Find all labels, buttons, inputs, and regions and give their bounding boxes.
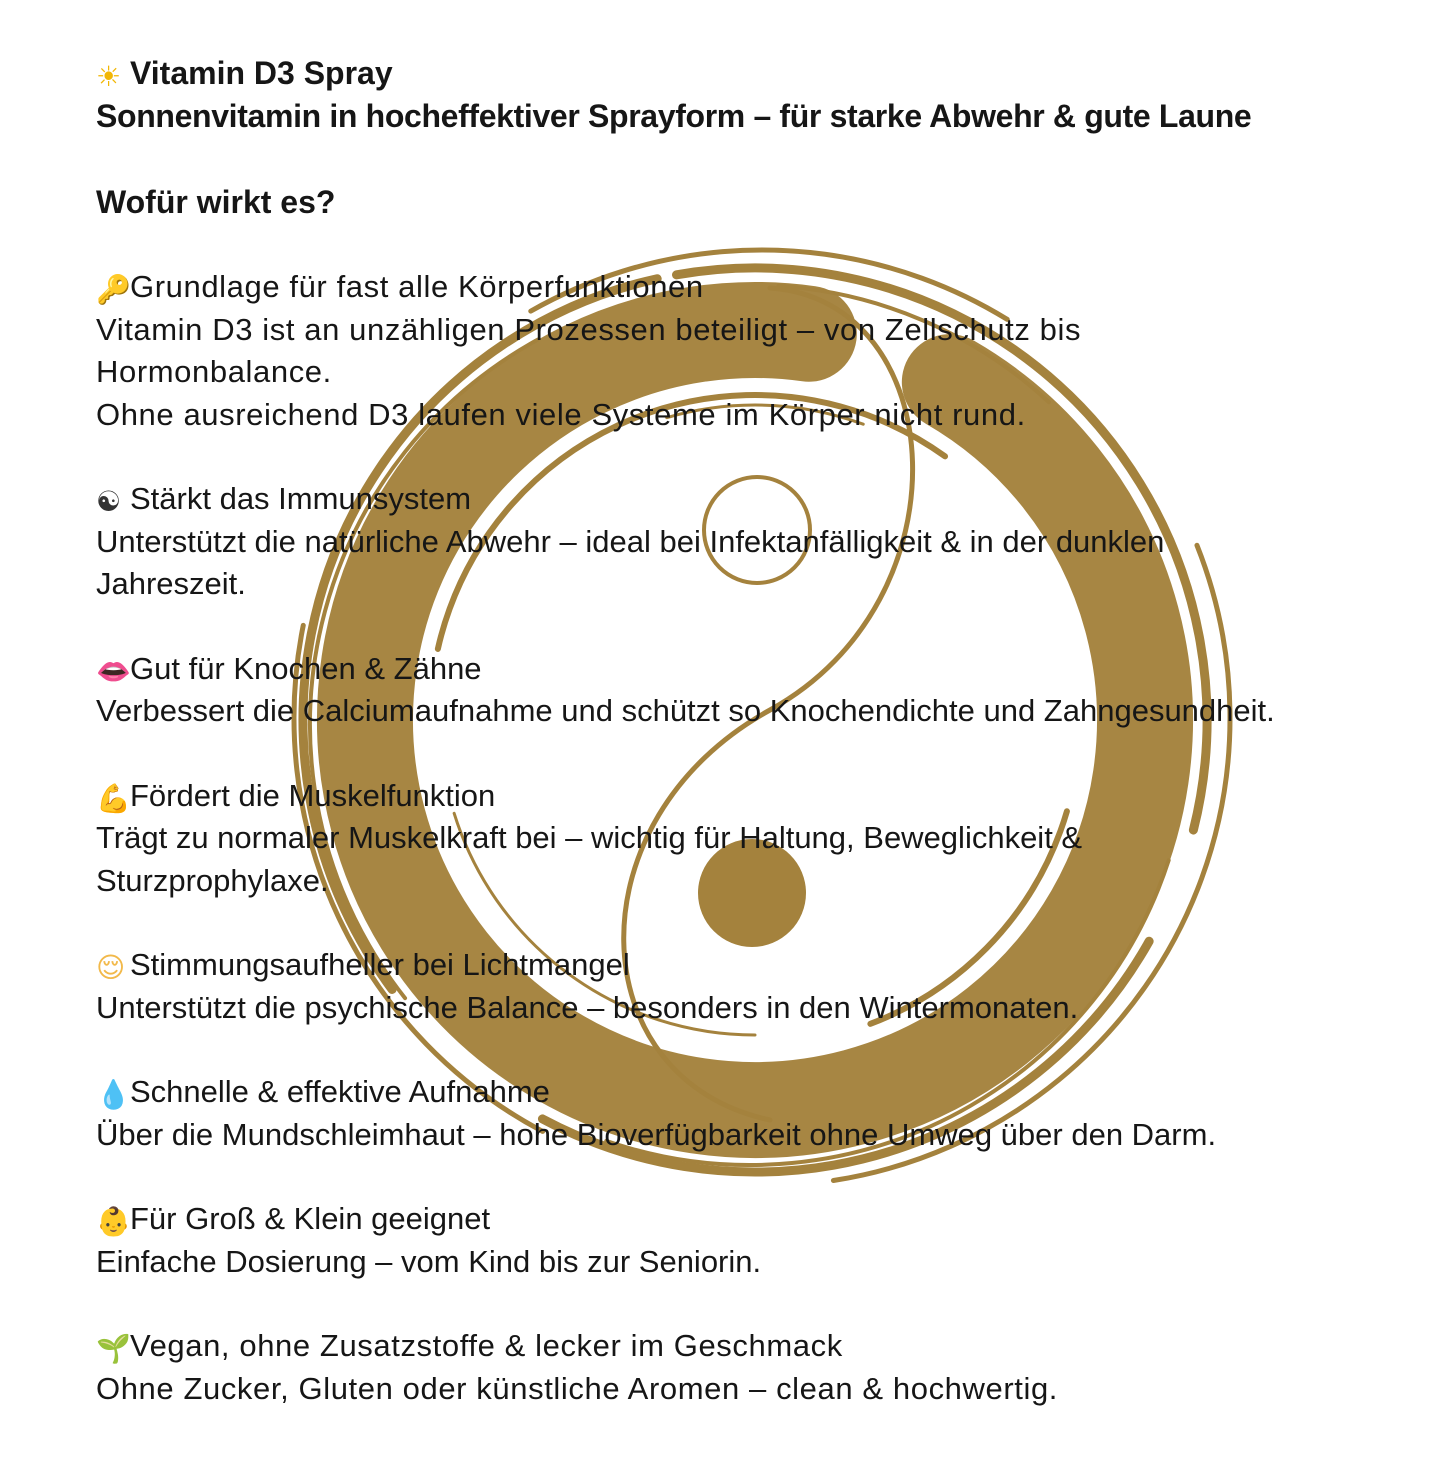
- sun-icon: ☀: [96, 60, 122, 93]
- lips-icon: 👄: [96, 654, 131, 688]
- flexed-biceps-icon: 💪: [96, 781, 131, 815]
- benefit-item: [96, 266, 1426, 436]
- benefit-title-text: Stärkt das Immunsystem: [130, 481, 472, 516]
- benefit-description-line: Hormonbalance.: [96, 354, 332, 389]
- benefit-description-line: Sturzprophylaxe.: [96, 862, 329, 898]
- benefit-description-line: Vitamin D3 ist an unzähligen Prozessen beteiligt – von Zellschutz bis: [96, 311, 1082, 347]
- relieved-face-icon: 😌: [96, 951, 126, 984]
- benefit-title-text: Stimmungsaufheller bei Lichtmangel: [130, 947, 630, 982]
- benefit-title: [96, 478, 1426, 521]
- benefit-title: [96, 1325, 1426, 1368]
- benefit-title: [96, 1198, 1426, 1241]
- product-title: [96, 52, 1426, 95]
- benefit-title: [96, 266, 1426, 309]
- product-name: Vitamin D3 Spray: [130, 55, 393, 91]
- yin-yang-icon: ☯: [96, 485, 122, 518]
- benefit-title: [96, 944, 1426, 987]
- droplet-icon: 💧: [96, 1078, 131, 1111]
- benefit-item: [96, 478, 1426, 606]
- benefit-item: [96, 1071, 1426, 1156]
- benefit-title-text: Für Groß & Klein geeignet: [130, 1201, 491, 1236]
- benefit-description-line: Verbessert die Calciumaufnahme und schützt so Knochendichte und Zahngesundheit.: [96, 693, 1275, 728]
- benefit-title-text: Schnelle & effektive Aufnahme: [130, 1074, 550, 1109]
- benefit-description-line: Trägt zu normaler Muskelkraft bei – wichtig für Haltung, Beweglichkeit &: [96, 820, 1083, 855]
- benefit-item: [96, 1325, 1426, 1410]
- benefit-description-line: Über die Mundschleimhaut – hohe Bioverfügbarkeit ohne Umweg über den Darm.: [96, 1116, 1217, 1152]
- benefit-description-line: Einfache Dosierung – vom Kind bis zur Seniorin.: [96, 1243, 762, 1279]
- product-tagline: Sonnenvitamin in hocheffektiver Sprayform – für starke Abwehr & gute Laune: [96, 98, 1252, 134]
- benefit-list: [96, 266, 1426, 1410]
- benefit-title-text: Gut für Knochen & Zähne: [130, 650, 482, 686]
- benefit-title-text: Grundlage für fast alle Körperfunktionen: [130, 269, 704, 304]
- benefit-description-line: Unterstützt die natürliche Abwehr – ideal bei Infektanfälligkeit & in der dunklen: [96, 523, 1165, 559]
- benefit-item: [96, 1198, 1426, 1283]
- benefit-item: [96, 775, 1426, 903]
- benefit-title: [96, 1071, 1426, 1114]
- section-heading: Wofür wirkt es?: [96, 184, 336, 220]
- benefit-description-line: Jahreszeit.: [96, 566, 246, 601]
- seedling-icon: 🌱: [96, 1332, 132, 1365]
- benefit-title: [96, 648, 1426, 691]
- benefit-description-line: Ohne Zucker, Gluten oder künstliche Aromen – clean & hochwertig.: [96, 1370, 1059, 1406]
- benefit-item: [96, 648, 1426, 733]
- benefit-item: [96, 944, 1426, 1029]
- benefit-title-text: Fördert die Muskelfunktion: [130, 777, 496, 813]
- key-icon: 🔑: [96, 273, 132, 306]
- benefit-title: [96, 775, 1426, 818]
- benefit-description-line: Ohne ausreichend D3 laufen viele Systeme im Körper nicht rund.: [96, 396, 1026, 432]
- document-content: [96, 52, 1426, 1452]
- benefit-title-text: Vegan, ohne Zusatzstoffe & lecker im Geschmack: [130, 1328, 843, 1363]
- benefit-description-line: Unterstützt die psychische Balance – besonders in den Wintermonaten.: [96, 989, 1079, 1025]
- baby-icon: 👶: [96, 1205, 131, 1238]
